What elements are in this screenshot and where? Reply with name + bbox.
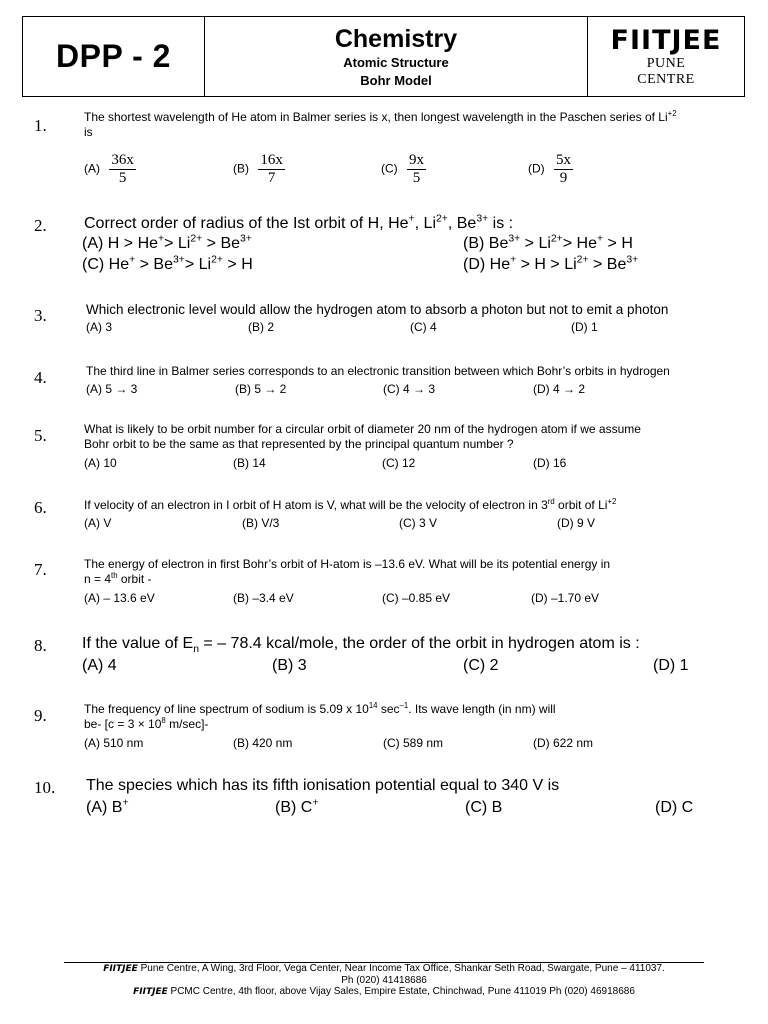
subject-title: Chemistry [334, 24, 458, 53]
option-a: (A) V [84, 516, 112, 530]
subtopic-title: Bohr Model [360, 72, 432, 88]
option-c: (C) 4 [410, 320, 437, 334]
option-c: (C) 3 V [399, 516, 438, 530]
option-b: (B) 5 → 2 [235, 382, 287, 396]
option-c: (C) $\frac{9x}{5}$ [381, 152, 425, 186]
question-text: The shortest wavelength of He atom in Balmer series is x, then longest wavelength in the Paschen series of $Li^{+2}$ is [84, 109, 677, 139]
option-b: (B) C+ [275, 797, 319, 816]
option-b: (B) 2 [248, 320, 275, 334]
page-header [22, 16, 745, 97]
option-b: (B) $\frac{16x}{7}$ [233, 152, 283, 186]
footer-phone: Ph (020) 41418686 [341, 975, 427, 986]
option-d: (D) 4 → 2 [533, 382, 586, 396]
question-number: 4. [34, 368, 47, 387]
option-d: (D) $\frac{5x}{9}$ [528, 152, 572, 186]
footer-address-pune: FIITJEE Pune Centre, A Wing, 3rd Floor, Vega Center, Near Income Tax Office, Shankar Seth Road, Swargate, Pune – 411037. [103, 963, 665, 974]
option-b: (B) $Be^{3+} > Li^{2+}> He^+ > H$ [463, 233, 633, 252]
dpp-cell [23, 17, 205, 96]
question-text: Which electronic level would allow the hydrogen atom to absorb a photon but not to emit a photon [86, 302, 669, 317]
question-number: 3. [34, 306, 47, 325]
centre-line2: CENTRE [637, 71, 695, 87]
question-number: 1. [34, 116, 47, 135]
question-number: 9. [34, 706, 47, 725]
fiitjee-logo: FIITJEE [610, 24, 722, 56]
logo-cell [588, 17, 744, 96]
centre-line1: PUNE [646, 55, 686, 71]
option-a: (A) 510 nm [84, 736, 144, 750]
option-d: (D) 9 V [557, 516, 596, 530]
question-number: 10. [34, 778, 56, 797]
question-number: 8. [34, 636, 47, 655]
option-c: (C) –0.85 eV [382, 591, 451, 605]
option-a: (A) B+ [86, 797, 129, 816]
page-footer [64, 962, 704, 998]
option-a: (A) – 13.6 eV [84, 591, 155, 605]
option-c: (C) 2 [463, 657, 499, 674]
option-d: (D) 16 [533, 456, 567, 470]
question-text: What is likely to be orbit number for a circular orbit of diameter 20 nm of the hydrogen atom if we assume Bohr orbit to be the same as that represented by the principal quantum number ? [84, 422, 641, 451]
option-a: (A) 4 [82, 657, 117, 674]
option-b: (B) V/3 [242, 516, 280, 530]
option-a: (A) 3 [86, 320, 113, 334]
option-d: (D) –1.70 eV [531, 591, 600, 605]
option-d: (D) 1 [653, 657, 689, 674]
footer-logo: FIITJEE [133, 987, 168, 997]
question-number: 2. [34, 216, 47, 235]
option-c: (C) $He^+ > Be^{3+}> Li^{2+} > H$ [82, 254, 253, 273]
question-text: The species which has its fifth ionisation potential equal to 340 V is [86, 777, 560, 794]
question-number: 5. [34, 426, 47, 445]
topic-title: Atomic Structure [343, 54, 449, 70]
option-d: (D) $He^+ > H > Li^{2+} > Be^{3+}$ [463, 254, 639, 273]
option-d: (D) 622 nm [533, 736, 594, 750]
question-text: If velocity of an electron in I orbit of H atom is V, what will be the velocity of electron in 3rd orbit of $Li^{+2}$ [84, 497, 617, 512]
option-b: (B) 14 [233, 456, 266, 470]
question-text: The third line in Balmer series corresponds to an electronic transition between which Bohr’s orbits in hydrogen [86, 364, 670, 378]
question-number: 6. [34, 498, 47, 517]
footer-logo: FIITJEE [103, 964, 138, 974]
option-a: (A) $\frac{36x}{5}$ [84, 152, 134, 186]
option-a: (A) $H > He^+> Li^{2+} > Be^{3+}$ [82, 233, 252, 252]
option-c: (C) 589 nm [383, 736, 444, 750]
question-text: The frequency of line spectrum of sodium is 5.09 x $10^{14}$ $\sec^{-1}$. Its wave length (in nm) will be- [$c = 3 \times 10^8$ m/sec]- [84, 701, 556, 731]
dpp-label: DPP - 2 [56, 38, 171, 74]
option-d: (D) C [655, 799, 694, 816]
option-b: (B) –3.4 eV [233, 591, 294, 605]
option-a: (A) 5 → 3 [86, 382, 138, 396]
question-number: 7. [34, 560, 47, 579]
option-c: (C) B [465, 799, 503, 816]
option-b: (B) 3 [272, 657, 307, 674]
title-cell [205, 17, 588, 96]
footer-address-pcmc: FIITJEE PCMC Centre, 4th floor, above Vijay Sales, Empire Estate, Chinchwad, Pune 411019 Ph (020) 46918686 [133, 986, 635, 997]
option-c: (C) 12 [382, 456, 416, 470]
option-b: (B) 420 nm [233, 736, 293, 750]
question-text: The energy of electron in first Bohr’s orbit of H-atom is –13.6 eV. What will be its potential energy in n = 4th orbit - [84, 557, 611, 586]
question-text: Correct order of radius of the Ist orbit of H, He+, $Li^{2+}$, $Be^{3+}$ is : [84, 213, 514, 232]
option-c: (C) 4 → 3 [383, 382, 436, 396]
option-a: (A) 10 [84, 456, 117, 470]
option-d: (D) 1 [571, 320, 598, 334]
question-text: If the value of $E_n$ = – 78.4 kcal/mole, the order of the orbit in hydrogen atom is : [82, 635, 640, 656]
